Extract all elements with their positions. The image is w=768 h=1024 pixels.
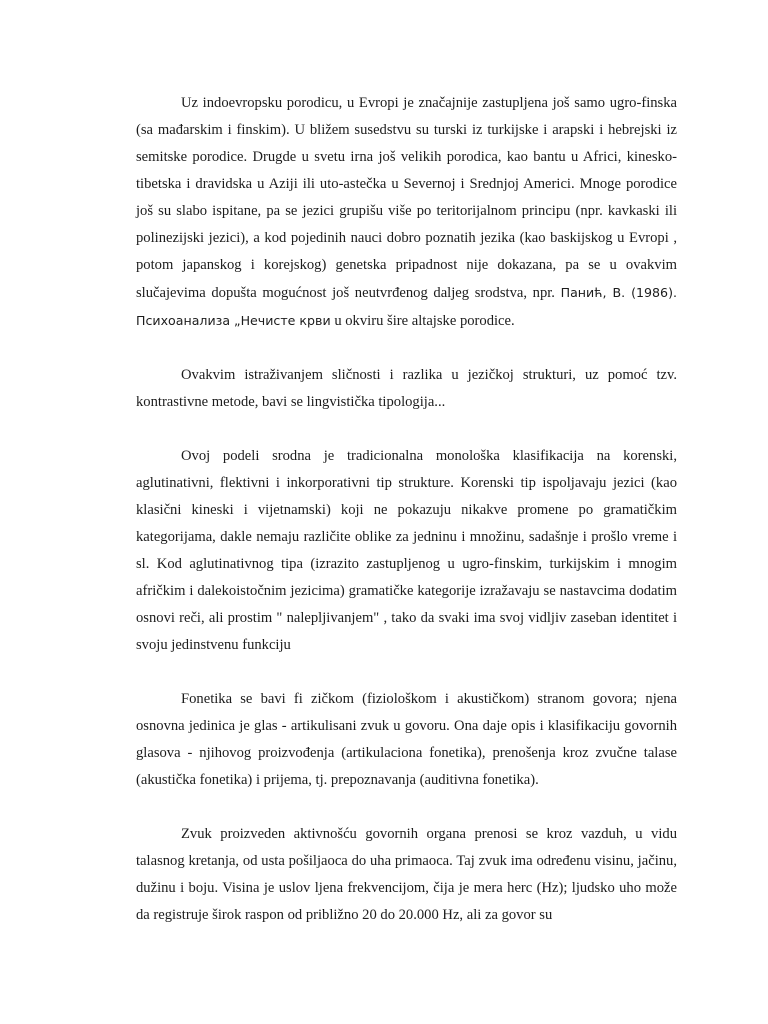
paragraph-text: Uz indoevropsku porodicu, u Evropi je značajnije zastupljena još samo ugro-finska (sa mađarskim i finskim). U bližem susedstvu su turski iz turkijske i arapski i hebrejski iz semitske porodice. Drugde u svetu irna još velikih porodica, kao bantu u Africi, kinesko-tibetska i dravidska u Aziji ili uto-astečka u Severnoj i Srednjoj Americi. Mnoge porodice još su slabo ispitane, pa se jezici grupišu više po teritorijalnom principu (npr. kavkaski ili polinezijski jezici), a kod pojedinih nauci dobro poznatih jezika (kao baskijskog u Evropi , potom japanskog i korejskog) genetska pripadnost nije dokazana, pa se u ovakvim slučajevima dopušta mogućnost još neutvrđenog daljeg srodstva, npr. [136,95,677,301]
paragraph-typology: Ovakvim istraživanjem sličnosti i razlika u jezičkoj strukturi, uz pomoć tzv. kontrastivne metode, bavi se lingvistička tipologija... [136,367,677,410]
paragraph-morphological-classification: Ovoj podeli srodna je tradicionalna monološka klasifikacija na korenski, aglutinativni, flektivni i inkorporativni tip strukture. Korenski tip ispoljavaju jezici (kao klasični kineski i vijetnamski) koji ne pokazuju nikakve promene po gramatičkim kategorijama, dakle nemaju različite oblike za jedninu i množinu, sadašnje i prošlo vreme i sl. Kod aglutinativnog tipa (izrazito zastupljenog u ugro-finskim, turkijskim i mnogim afričkim i dalekoistočnim jezicima) gramatičke kategorije izražavaju se nastavcima dodatim osnovi reči, ali prostim " nalepljivanjem" , tako da svaki ima svoj vidljiv zaseban identitet i svoju jedinstvenu funkciju [136,448,677,653]
citation-reference: Панић, В. (1986). Психоанализа „Нечисте крви [136,285,677,328]
paragraph-text: u okviru šire altajske porodice. [334,313,515,329]
paragraph-sound-properties: Zvuk proizveden aktivnošću govornih organa prenosi se kroz vazduh, u vidu talasnog kretanja, od usta pošiljaoca do uha primaoca. Taj zvuk ima određenu visinu, jačinu, dužinu i boju. Visina je uslov ljena frekvencijom, čija je mera herc (Hz); ljudsko uho može da registruje širok raspon od približno 20 do 20.000 Hz, ali za govor su [136,826,677,923]
paragraph-language-families [136,90,677,335]
paragraph-phonetics: Fonetika se bavi fi zičkom (fiziološkom i akustičkom) stranom govora; njena osnovna jedinica je glas - artikulisani zvuk u govoru. Ona daje opis i klasifikaciju govornih glasova - njihovog proizvođenja (artikulaciona fonetika), prenošenja kroz zvučne talase (akustička fonetika) i prijema, tj. prepoznavanja (auditivna fonetika). [136,691,677,788]
document-page [136,90,677,929]
